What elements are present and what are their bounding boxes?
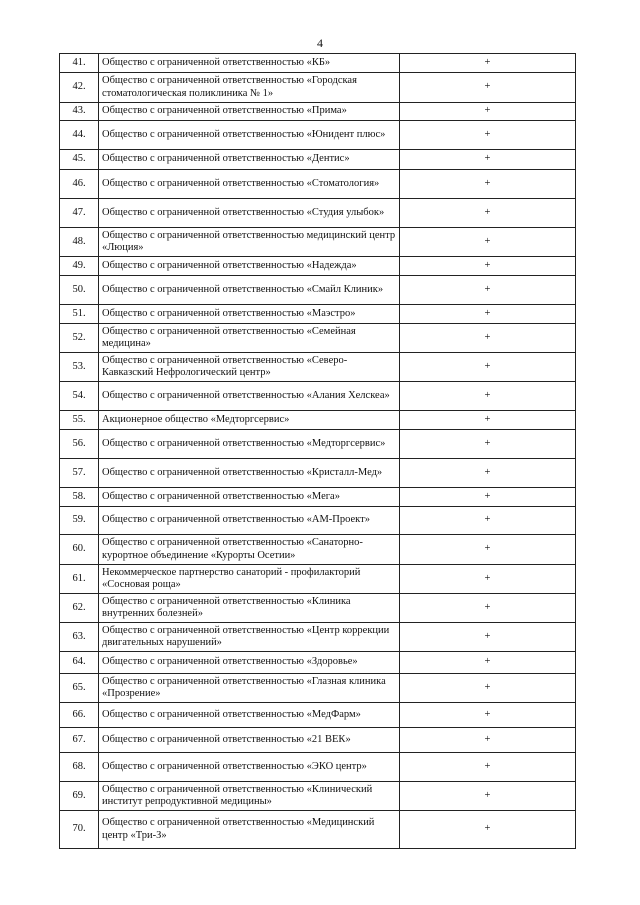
table-row xyxy=(60,488,576,507)
inclusion-mark: + xyxy=(400,73,576,103)
table-row xyxy=(60,103,576,121)
row-number: 63. xyxy=(60,623,99,652)
table-row xyxy=(60,411,576,430)
organization-name: Общество с ограниченной ответственностью «Семейная медицина» xyxy=(99,324,400,353)
table-row xyxy=(60,73,576,103)
inclusion-mark: + xyxy=(400,652,576,674)
row-number: 64. xyxy=(60,652,99,674)
organization-name: Общество с ограниченной ответственностью «КБ» xyxy=(99,54,400,73)
row-number: 41. xyxy=(60,54,99,73)
table-row xyxy=(60,121,576,150)
organization-name: Общество с ограниченной ответственностью медицинский центр «Люция» xyxy=(99,228,400,257)
row-number: 56. xyxy=(60,430,99,459)
organization-name: Общество с ограниченной ответственностью «Дентис» xyxy=(99,150,400,170)
row-number: 70. xyxy=(60,811,99,849)
table-row xyxy=(60,674,576,703)
table-row xyxy=(60,811,576,849)
table-row xyxy=(60,54,576,73)
organization-name: Общество с ограниченной ответственностью «Кристалл-Мед» xyxy=(99,459,400,488)
inclusion-mark: + xyxy=(400,324,576,353)
organization-name: Общество с ограниченной ответственностью «МедФарм» xyxy=(99,703,400,728)
organization-name: Общество с ограниченной ответственностью «Мега» xyxy=(99,488,400,507)
inclusion-mark: + xyxy=(400,488,576,507)
page-number: 4 xyxy=(317,36,323,50)
table-row xyxy=(60,753,576,782)
row-number: 66. xyxy=(60,703,99,728)
table-row xyxy=(60,353,576,382)
row-number: 44. xyxy=(60,121,99,150)
row-number: 45. xyxy=(60,150,99,170)
inclusion-mark: + xyxy=(400,674,576,703)
row-number: 61. xyxy=(60,565,99,594)
row-number: 65. xyxy=(60,674,99,703)
inclusion-mark: + xyxy=(400,170,576,199)
row-number: 47. xyxy=(60,199,99,228)
row-number: 52. xyxy=(60,324,99,353)
table-row xyxy=(60,728,576,753)
table-row xyxy=(60,623,576,652)
row-number: 51. xyxy=(60,305,99,324)
row-number: 42. xyxy=(60,73,99,103)
inclusion-mark: + xyxy=(400,305,576,324)
organization-name: Общество с ограниченной ответственностью «АМ-Проект» xyxy=(99,507,400,535)
inclusion-mark: + xyxy=(400,103,576,121)
table-row xyxy=(60,276,576,305)
table-row xyxy=(60,535,576,565)
inclusion-mark: + xyxy=(400,257,576,276)
organization-name: Общество с ограниченной ответственностью «Маэстро» xyxy=(99,305,400,324)
organizations-table xyxy=(59,53,576,849)
table-row xyxy=(60,305,576,324)
row-number: 62. xyxy=(60,594,99,623)
organization-name: Общество с ограниченной ответственностью «Стоматология» xyxy=(99,170,400,199)
table-row xyxy=(60,594,576,623)
inclusion-mark: + xyxy=(400,753,576,782)
inclusion-mark: + xyxy=(400,594,576,623)
organization-name: Некоммерческое партнерство санаторий - профилакторий «Сосновая роща» xyxy=(99,565,400,594)
table-row xyxy=(60,459,576,488)
inclusion-mark: + xyxy=(400,535,576,565)
organization-name: Общество с ограниченной ответственностью «Здоровье» xyxy=(99,652,400,674)
row-number: 48. xyxy=(60,228,99,257)
organization-name: Общество с ограниченной ответственностью «Санаторно-курортное объединение «Курорты Осетии» xyxy=(99,535,400,565)
row-number: 46. xyxy=(60,170,99,199)
inclusion-mark: + xyxy=(400,430,576,459)
row-number: 57. xyxy=(60,459,99,488)
organization-name: Общество с ограниченной ответственностью «Клинический институт репродуктивной медицины» xyxy=(99,782,400,811)
row-number: 43. xyxy=(60,103,99,121)
inclusion-mark: + xyxy=(400,150,576,170)
inclusion-mark: + xyxy=(400,276,576,305)
inclusion-mark: + xyxy=(400,565,576,594)
row-number: 50. xyxy=(60,276,99,305)
inclusion-mark: + xyxy=(400,459,576,488)
table-row xyxy=(60,228,576,257)
table-row xyxy=(60,257,576,276)
organization-name: Общество с ограниченной ответственностью «Прима» xyxy=(99,103,400,121)
inclusion-mark: + xyxy=(400,228,576,257)
inclusion-mark: + xyxy=(400,353,576,382)
table-row xyxy=(60,382,576,411)
table-row xyxy=(60,150,576,170)
table-row xyxy=(60,782,576,811)
inclusion-mark: + xyxy=(400,811,576,849)
organization-name: Общество с ограниченной ответственностью «Медторгсервис» xyxy=(99,430,400,459)
organization-name: Общество с ограниченной ответственностью «Центр коррекции двигательных нарушений» xyxy=(99,623,400,652)
organization-name: Общество с ограниченной ответственностью «Медицинский центр «Три-З» xyxy=(99,811,400,849)
organization-name: Общество с ограниченной ответственностью «ЭКО центр» xyxy=(99,753,400,782)
row-number: 58. xyxy=(60,488,99,507)
inclusion-mark: + xyxy=(400,382,576,411)
row-number: 59. xyxy=(60,507,99,535)
table-row xyxy=(60,430,576,459)
inclusion-mark: + xyxy=(400,782,576,811)
table-row xyxy=(60,507,576,535)
row-number: 60. xyxy=(60,535,99,565)
row-number: 69. xyxy=(60,782,99,811)
table-row xyxy=(60,652,576,674)
row-number: 55. xyxy=(60,411,99,430)
organization-name: Общество с ограниченной ответственностью «Надежда» xyxy=(99,257,400,276)
inclusion-mark: + xyxy=(400,411,576,430)
organization-name: Акционерное общество «Медторгсервис» xyxy=(99,411,400,430)
row-number: 67. xyxy=(60,728,99,753)
organization-name: Общество с ограниченной ответственностью «Студия улыбок» xyxy=(99,199,400,228)
inclusion-mark: + xyxy=(400,703,576,728)
organization-name: Общество с ограниченной ответственностью «21 ВЕК» xyxy=(99,728,400,753)
organization-name: Общество с ограниченной ответственностью «Глазная клиника «Прозрение» xyxy=(99,674,400,703)
inclusion-mark: + xyxy=(400,121,576,150)
row-number: 68. xyxy=(60,753,99,782)
row-number: 54. xyxy=(60,382,99,411)
table-row xyxy=(60,199,576,228)
table-body xyxy=(60,54,576,849)
organization-name: Общество с ограниченной ответственностью «Северо-Кавказский Нефрологический центр» xyxy=(99,353,400,382)
row-number: 49. xyxy=(60,257,99,276)
inclusion-mark: + xyxy=(400,54,576,73)
organization-name: Общество с ограниченной ответственностью «Городская стоматологическая поликлиника № 1» xyxy=(99,73,400,103)
table-row xyxy=(60,565,576,594)
organization-name: Общество с ограниченной ответственностью «Смайл Клиник» xyxy=(99,276,400,305)
table-row xyxy=(60,170,576,199)
organization-name: Общество с ограниченной ответственностью «Клиника внутренних болезней» xyxy=(99,594,400,623)
inclusion-mark: + xyxy=(400,507,576,535)
inclusion-mark: + xyxy=(400,199,576,228)
table-row xyxy=(60,324,576,353)
organization-name: Общество с ограниченной ответственностью «Юнидент плюс» xyxy=(99,121,400,150)
row-number: 53. xyxy=(60,353,99,382)
inclusion-mark: + xyxy=(400,623,576,652)
inclusion-mark: + xyxy=(400,728,576,753)
table-row xyxy=(60,703,576,728)
organization-name: Общество с ограниченной ответственностью «Алания Хелскеа» xyxy=(99,382,400,411)
